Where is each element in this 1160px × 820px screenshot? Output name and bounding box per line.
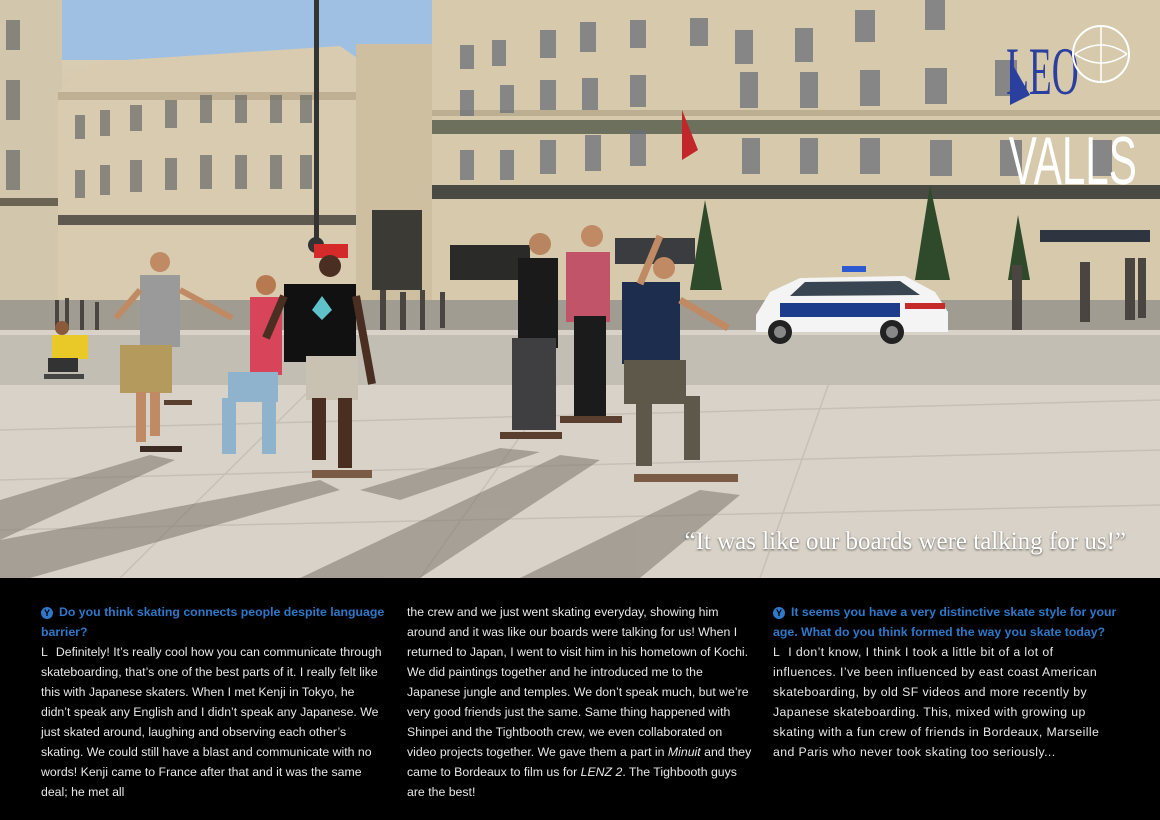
svg-text:LEO: LEO: [1006, 33, 1079, 109]
film-title-lenz2: LENZ 2: [580, 765, 623, 779]
pull-quote: “It was like our boards were talking for us!”: [684, 528, 1126, 555]
answer-1-continued: the crew and we just went skating everyday, showing him around and it was like our boards were talking for us! When I returned to Japan, I went to visit him in his hometown of Kochi. We did paintings together and he introduced me to the Japanese jungle and temples. We don’t speak much, but we’re very good friends just the same. Same thing happened with Shinpei and the Tightbooth crew, we even collaborated on video projects together. We gave them a part in Minuit and they came to Bordeaux to film us for LENZ 2. The Tighbooth guys are the best!: [407, 605, 752, 799]
column-1: [41, 602, 386, 802]
interview-text: [0, 578, 1160, 820]
film-title-minuit: Minuit: [667, 745, 701, 759]
interviewer-badge-icon: Y: [41, 607, 53, 619]
question-1: Y Do you think skating connects people despite language barrier?: [41, 605, 385, 639]
question-2: Y It seems you have a very distinctive skate style for your age. What do you think formed the way you skate today?: [773, 605, 1117, 639]
interviewer-badge-icon: Y: [773, 607, 785, 619]
column-2: [407, 602, 752, 802]
leo-valls-logo: [1005, 14, 1140, 189]
svg-text:VALLS: VALLS: [1008, 122, 1137, 189]
column-3: [773, 602, 1118, 762]
answer-label: L: [41, 645, 48, 659]
answer-2: L I don’t know, I think I took a little bit of a lot of influences. I’ve been influenced by east coast American skateboarding, by old SF videos and more recently by Japanese skateboarding. This, mixed with growing up skating with a fun crew of friends in Bordeaux, Marseille and Paris who never took skating too seriously...: [773, 645, 1100, 759]
answer-label: L: [773, 645, 781, 659]
answer-1: L Definitely! It’s really cool how you can communicate through skateboarding, that’s one of the best parts of it. I really felt like this with Japanese skaters. When I met Kenji in Tokyo, he didn’t speak any English and I didn’t speak any Japanese. We just skated around, laughing and observing each other’s skating. We could still have a blast and communicate with no words! Kenji came to France after that and it was the same deal; he met all: [41, 645, 382, 799]
